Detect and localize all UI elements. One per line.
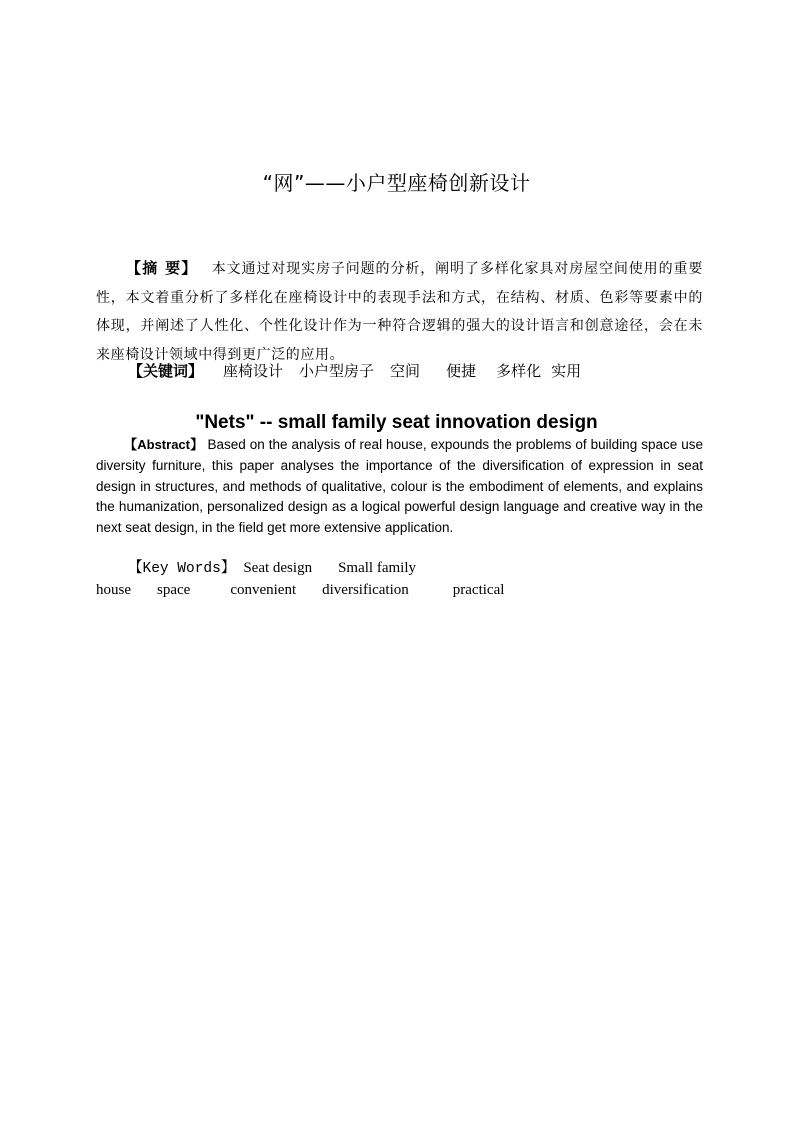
english-abstract (96, 435, 703, 539)
english-keywords-label: 【Key Words】 (128, 561, 236, 577)
chinese-keywords (128, 357, 597, 385)
chinese-abstract-label: 【摘 要】 (126, 259, 198, 277)
english-keyword: practical (452, 582, 505, 598)
english-keyword: diversification (322, 582, 409, 598)
chinese-title: “网”——小户型座椅创新设计 (262, 171, 531, 195)
chinese-keyword: 实用 (551, 362, 582, 380)
chinese-keyword: 空间 (390, 362, 421, 380)
english-keyword: Small family house (96, 560, 416, 598)
english-abstract-label: 【Abstract】 (124, 437, 204, 452)
english-keywords (96, 558, 703, 601)
chinese-keywords-label: 【关键词】 (128, 362, 204, 380)
english-keyword: Seat design (243, 560, 313, 576)
chinese-abstract-text: 本文通过对现实房子问题的分析，阐明了多样化家具对房屋空间使用的重要性，本文着重分析了多样化在座椅设计中的表现手法和方式，在结构、材质、色彩等要素中的体现，并阐述了人性化、个性化设计作为一种符合逻辑的强大的设计语言和创意途径，会在未来座椅设计领域中得到更广泛的应用。 (96, 261, 703, 363)
chinese-keyword: 多样化 (496, 362, 542, 380)
english-keyword: space (157, 582, 191, 598)
chinese-keyword: 便捷 (446, 362, 477, 380)
chinese-keyword: 座椅设计 (223, 362, 284, 380)
english-title: "Nets" -- small family seat innovation design (195, 412, 598, 433)
chinese-abstract (96, 254, 703, 369)
english-abstract-text: Based on the analysis of real house, expounds the problems of building space use diversity furniture, this paper analyses the importance of the diversification of expression in seat design in structures, and methods of qualitative, colour is the embodiment of elements, and explains the humanization, personalized design as a logical powerful design language and creative way in the next seat design, in the field get more extensive application. (96, 437, 703, 536)
chinese-keyword: 小户型房子 (299, 362, 375, 380)
english-keyword: convenient (230, 582, 297, 598)
